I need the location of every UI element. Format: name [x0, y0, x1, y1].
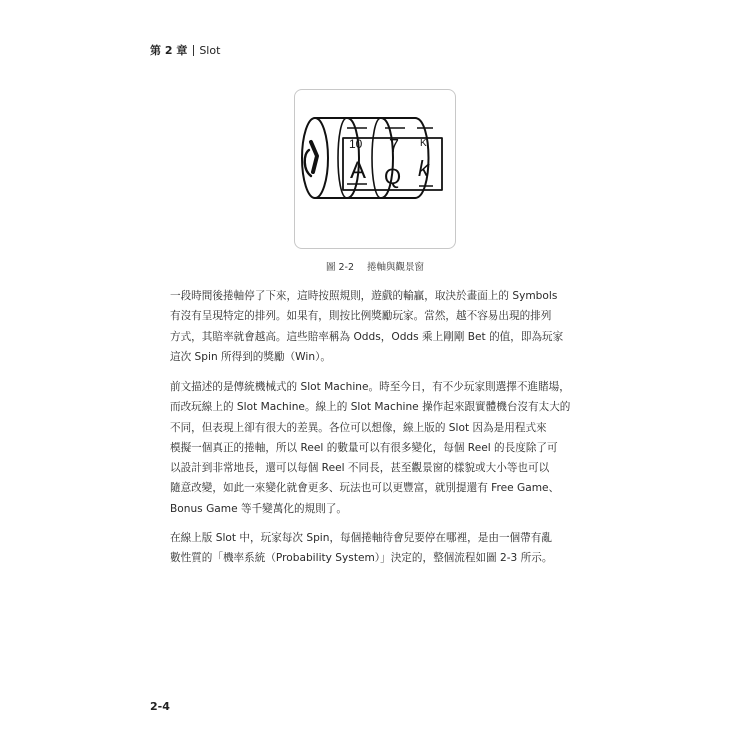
- figure-caption: [0, 259, 750, 273]
- paragraph-3: [170, 528, 584, 569]
- paragraph-line: 有沒有呈現特定的排列。如果有，則按比例獎勵玩家。當然，越不容易出現的排列: [170, 310, 552, 323]
- paragraph-line: 方式，其賠率就會越高。這些賠率稱為 Odds，Odds 乘上剛剛 Bet 的值，即為玩家: [170, 330, 564, 343]
- paragraph-line: 隨意改變，如此一來變化就會更多、玩法也可以更豐富，就別提還有 Free Game、: [170, 482, 560, 495]
- paragraph-line: 前文描述的是傳統機械式的 Slot Machine。時至今日，有不少玩家則選擇不進賭場，: [170, 381, 570, 393]
- reel2-top-symbol: 7: [389, 136, 400, 156]
- page-number: 2-4: [150, 700, 170, 713]
- reel2-middle-symbol: Q: [384, 164, 402, 189]
- paragraph-line: 模擬一個真正的捲軸，所以 Reel 的數量可以有很多變化，每個 Reel 的長度除了可: [170, 441, 558, 454]
- figure-caption-text: 捲軸與觀景窗: [367, 262, 425, 273]
- running-header: [150, 42, 220, 58]
- reel1-middle-symbol: A: [350, 157, 367, 184]
- reel3-top-symbol: K: [420, 138, 427, 149]
- paragraph-line: Bonus Game 等千變萬化的規則了。: [170, 502, 347, 515]
- paragraph-line: 在線上版 Slot 中，玩家每次 Spin，每個捲軸待會兒要停在哪裡，是由一個帶有亂: [170, 532, 552, 544]
- paragraph-line: 這次 Spin 所得到的獎勵（Win）。: [170, 350, 331, 363]
- reel3-middle-symbol: k: [418, 156, 429, 181]
- paragraph-line: 數性質的「機率系統（Probability System）」決定的，整個流程如圖 2-3 所示。: [170, 552, 553, 565]
- paragraph-line: 而改玩線上的 Slot Machine。線上的 Slot Machine 操作起來跟實體機台沒有太大的: [170, 401, 571, 414]
- paragraph-line: 一段時間後捲軸停了下來，這時按照規則，遊戲的輸贏，取決於畫面上的 Symbols: [170, 290, 558, 302]
- slot-reel-illustration: [295, 90, 455, 248]
- slot-reel-figure: [294, 89, 456, 249]
- figure-number: 圖 2-2: [325, 262, 354, 273]
- paragraph-line: 以設計到非常地長，還可以每個 Reel 不同長，甚至觀景窗的樣貌或大小等也可以: [170, 462, 550, 475]
- paragraph-1: [170, 286, 584, 367]
- paragraph-2: [170, 377, 584, 519]
- chapter-label: 第 2 章: [150, 44, 188, 57]
- reel1-top-symbol: 10: [349, 137, 363, 151]
- paragraph-line: 不同，但表現上卻有很大的差異。各位可以想像，線上版的 Slot 因為是用程式來: [170, 421, 547, 434]
- chapter-title: Slot: [199, 43, 221, 57]
- header-divider: [193, 45, 194, 56]
